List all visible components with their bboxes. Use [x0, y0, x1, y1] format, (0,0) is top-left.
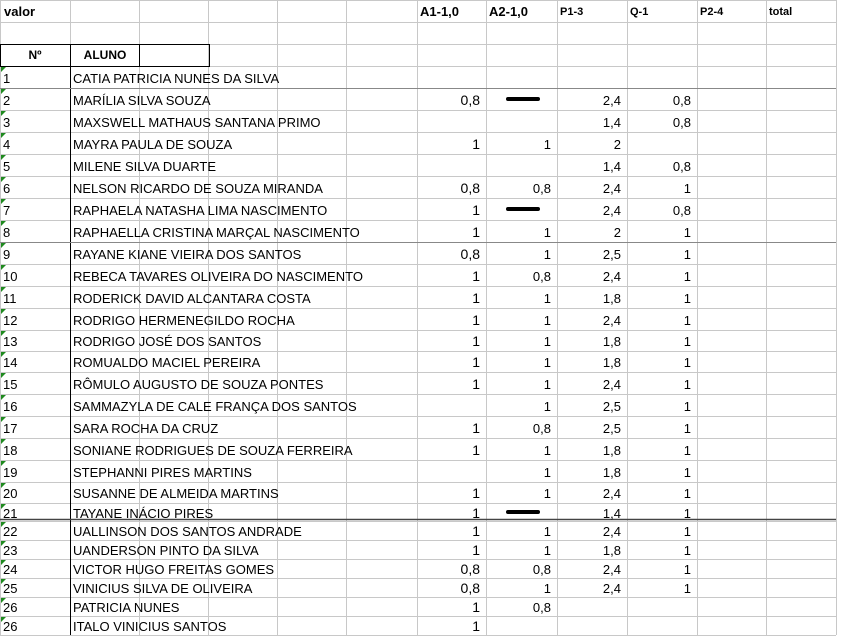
row-number: 3	[3, 115, 11, 130]
grade-value: 1	[683, 377, 691, 392]
grade-value: 1	[472, 376, 480, 392]
grade-value: 1	[472, 333, 480, 349]
student-name: UALLINSON DOS SANTOS ANDRADE	[73, 524, 302, 539]
row-number: 11	[3, 291, 17, 306]
student-name: SONIANE RODRIGUES DE SOUZA FERREIRA	[73, 443, 353, 458]
grade-value: 1	[543, 291, 551, 306]
header-aluno: ALUNO	[83, 48, 127, 62]
grade-value: 1,4	[602, 115, 621, 130]
grade-value: 1	[543, 313, 551, 328]
student-name: RÔMULO AUGUSTO DE SOUZA PONTES	[73, 377, 324, 392]
grade-value: 1	[472, 485, 480, 501]
grade-value: 1	[472, 136, 480, 152]
grade-value: 1	[683, 486, 691, 501]
grade-value: 1	[683, 247, 691, 262]
row-number: 7	[3, 203, 11, 218]
grade-value: 1	[683, 225, 691, 240]
grade-value: 0,8	[460, 92, 480, 108]
grade-value: 1	[683, 524, 691, 539]
grade-value: 0,8	[460, 580, 480, 596]
grade-value: 0,8	[672, 203, 691, 218]
grade-value: 1	[683, 421, 691, 436]
row-number: 4	[3, 137, 11, 152]
grade-value: 1,8	[602, 465, 621, 480]
grade-value: 1,8	[602, 543, 621, 558]
grade-value: 1,8	[602, 334, 621, 349]
student-name: SUSANNE DE ALMEIDA MARTINS	[73, 486, 279, 501]
student-name: REBECA TAVARES OLIVEIRA DO NASCIMENTO	[73, 269, 363, 284]
student-name: MAXSWELL MATHAUS SANTANA PRIMO	[73, 115, 321, 130]
student-name: RAPHAELLA CRISTINA MARÇAL NASCIMENTO	[73, 225, 360, 240]
row-number: 12	[3, 313, 18, 328]
student-name: MARÍLIA SILVA SOUZA	[73, 93, 211, 108]
student-name: PATRICIA NUNES	[73, 600, 180, 615]
grade-value: 2,4	[602, 562, 621, 577]
row-number: 24	[3, 562, 18, 577]
column-header: P2-4	[700, 6, 724, 18]
column-header: A2-1,0	[489, 4, 529, 19]
grade-value: 1	[683, 543, 691, 558]
grade-value: 2,4	[602, 313, 621, 328]
row-number: 19	[3, 465, 18, 480]
dash-mark	[506, 207, 540, 211]
student-name: MAYRA PAULA DE SOUZA	[73, 137, 233, 152]
grade-value: 1	[683, 334, 691, 349]
grade-value: 0,8	[532, 562, 551, 577]
grade-value: 1,8	[602, 355, 621, 370]
student-name: MILENE SILVA DUARTE	[73, 159, 217, 174]
grade-value: 2,5	[602, 247, 621, 262]
grade-value: 1	[543, 443, 551, 458]
grade-value: 1	[683, 581, 691, 596]
grade-value: 1	[472, 354, 480, 370]
grade-value: 0,8	[460, 180, 480, 196]
grade-value: 0,8	[532, 269, 551, 284]
row-number: 22	[3, 524, 18, 539]
grade-value: 2,4	[602, 377, 621, 392]
grade-value: 1,4	[602, 159, 621, 174]
grade-value: 1,4	[602, 506, 621, 521]
grade-value: 2,4	[602, 203, 621, 218]
student-name: RAPHAELA NATASHA LIMA NASCIMENTO	[73, 203, 328, 218]
grade-value: 2,4	[602, 93, 621, 108]
grade-value: 2	[613, 225, 621, 240]
grade-value: 1	[683, 443, 691, 458]
row-number: 13	[3, 334, 18, 349]
row-number: 10	[3, 269, 18, 284]
student-name: VICTOR HUGO FREITAS GOMES	[73, 562, 275, 577]
grade-value: 1	[472, 420, 480, 436]
student-name: RODERICK DAVID ALCANTARA COSTA	[73, 291, 311, 306]
grade-value: 1	[472, 268, 480, 284]
header-number: Nº	[28, 48, 42, 62]
student-name: VINICIUS SILVA DE OLIVEIRA	[73, 581, 253, 596]
student-name: CATIA PATRICIA NUNES DA SILVA	[73, 71, 280, 86]
grade-value: 0,8	[672, 159, 691, 174]
grade-value: 1	[683, 465, 691, 480]
student-name: STEPHANNI PIRES MARTINS	[73, 465, 252, 480]
grade-value: 0,8	[460, 246, 480, 262]
grade-value: 2	[613, 137, 621, 152]
student-name: ROMUALDO MACIEL PEREIRA	[73, 355, 261, 370]
student-name: SARA ROCHA DA CRUZ	[73, 421, 219, 436]
grade-value: 2,4	[602, 581, 621, 596]
row-number: 15	[3, 377, 18, 392]
grade-value: 1	[683, 562, 691, 577]
student-name: SAMMAZYLA DE CALE FRANÇA DOS SANTOS	[73, 399, 357, 414]
grade-value: 1	[543, 581, 551, 596]
column-header: P1-3	[560, 6, 584, 18]
grade-value: 1	[472, 505, 480, 521]
grade-value: 2,4	[602, 524, 621, 539]
grade-value: 1	[543, 225, 551, 240]
row-number: 26	[3, 600, 18, 615]
row-number: 20	[3, 486, 18, 501]
grade-value: 1	[472, 224, 480, 240]
grade-value: 1	[683, 291, 691, 306]
grade-value: 1	[683, 181, 691, 196]
grade-value: 0,8	[460, 561, 480, 577]
grade-value: 0,8	[532, 181, 551, 196]
grade-value: 1	[683, 355, 691, 370]
grade-value: 2,4	[602, 269, 621, 284]
grade-value: 1	[683, 506, 691, 521]
grade-value: 2,5	[602, 421, 621, 436]
grade-value: 1	[472, 202, 480, 218]
grade-value: 1,8	[602, 291, 621, 306]
row-number: 9	[3, 247, 11, 262]
grade-value: 1	[543, 524, 551, 539]
row-number: 8	[3, 225, 11, 240]
row-number: 25	[3, 581, 18, 596]
row-number: 23	[3, 543, 18, 558]
grade-value: 1	[472, 618, 480, 634]
dash-mark	[506, 97, 540, 101]
row-number: 14	[3, 355, 18, 370]
grade-value: 1	[543, 137, 551, 152]
student-name: NELSON RICARDO DE SOUZA MIRANDA	[73, 181, 323, 196]
student-name: ITALO VINICIUS SANTOS	[73, 619, 227, 634]
row-number: 21	[3, 506, 18, 521]
grade-value: 1	[472, 599, 480, 615]
row-number: 18	[3, 443, 18, 458]
row-number: 16	[3, 399, 18, 414]
grade-value: 1	[472, 290, 480, 306]
grade-value: 1	[543, 465, 551, 480]
grade-value: 1	[543, 247, 551, 262]
row-number: 17	[3, 421, 18, 436]
grade-value: 1	[543, 399, 551, 414]
header-valor: valor	[4, 4, 36, 19]
grade-value: 1	[683, 313, 691, 328]
student-name: RODRIGO HERMENEGILDO ROCHA	[73, 313, 295, 328]
grade-value: 0,8	[532, 600, 551, 615]
grade-value: 2,4	[602, 181, 621, 196]
grade-value: 1	[472, 312, 480, 328]
grade-value: 1	[543, 486, 551, 501]
grade-value: 1	[472, 542, 480, 558]
grade-value: 1,8	[602, 443, 621, 458]
row-number: 26	[3, 619, 18, 634]
grade-value: 0,8	[672, 93, 691, 108]
row-number: 6	[3, 181, 11, 196]
column-header: A1-1,0	[420, 4, 460, 19]
grade-value: 2,5	[602, 399, 621, 414]
grade-value: 1	[543, 543, 551, 558]
grade-value: 0,8	[532, 421, 551, 436]
grade-value: 1	[543, 334, 551, 349]
grade-value: 1	[683, 269, 691, 284]
grade-value: 1	[543, 377, 551, 392]
row-number: 1	[3, 71, 11, 86]
student-name: RAYANE KIANE VIEIRA DOS SANTOS	[73, 247, 302, 262]
column-header: Q-1	[630, 6, 649, 18]
grade-value: 2,4	[602, 486, 621, 501]
row-number: 5	[3, 159, 11, 174]
student-name: TAYANE INÁCIO PIRES	[73, 506, 214, 521]
row-number: 2	[3, 93, 11, 108]
grade-value: 1	[472, 442, 480, 458]
grade-value: 1	[683, 399, 691, 414]
student-name: RODRIGO JOSÉ DOS SANTOS	[73, 334, 262, 349]
grade-value: 1	[472, 523, 480, 539]
grade-value: 0,8	[672, 115, 691, 130]
grade-value: 1	[543, 355, 551, 370]
student-name: UANDERSON PINTO DA SILVA	[73, 543, 259, 558]
column-header: total	[769, 6, 793, 18]
dash-mark	[506, 510, 540, 514]
